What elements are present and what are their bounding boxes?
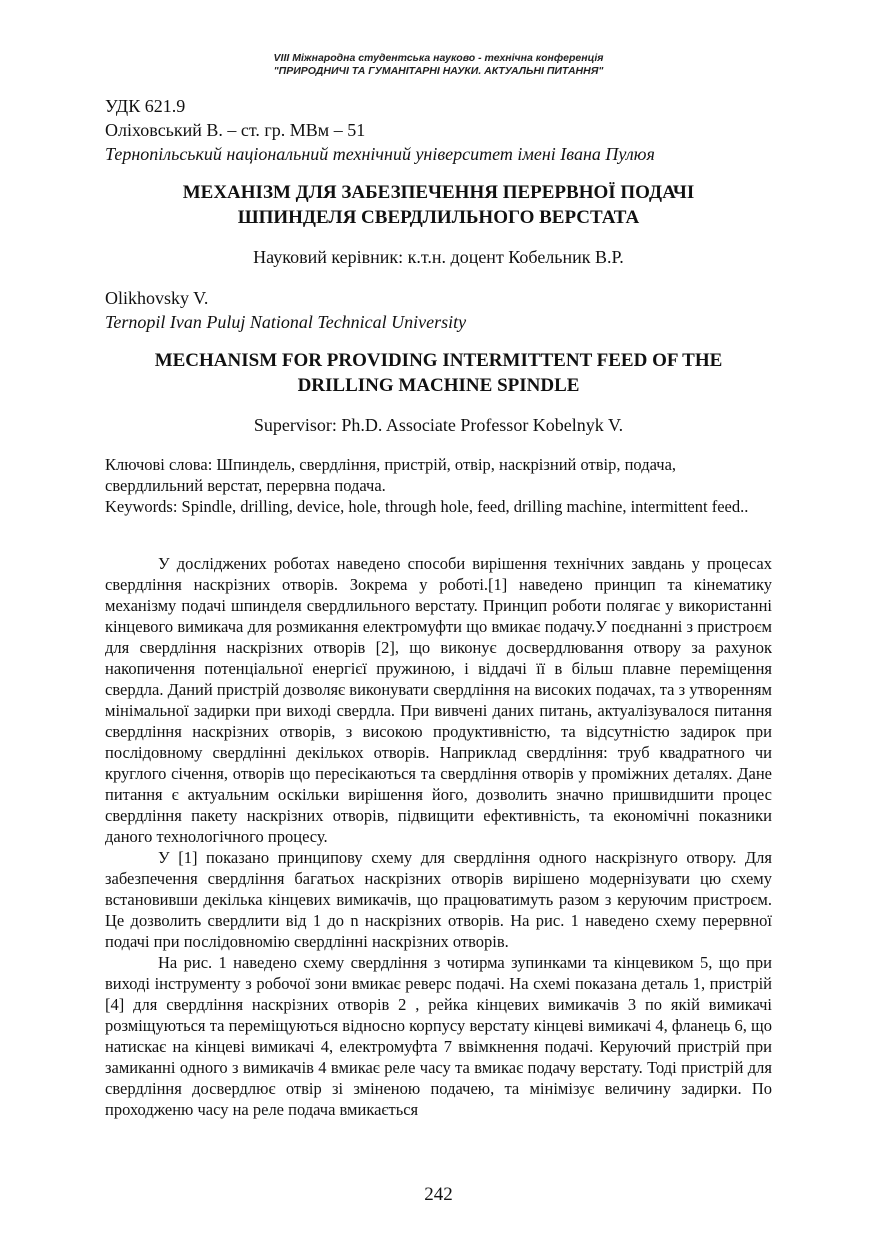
conference-header-line-1: VIII Міжнародна студентська науково - технічна конференція	[273, 52, 604, 64]
conference-header	[0, 52, 877, 78]
body-text	[105, 553, 772, 1120]
affiliation-en: Ternopil Ivan Puluj National Technical University	[105, 312, 467, 332]
udc-code: УДК 621.9	[105, 96, 186, 116]
title-ua-line-2: ШПИНДЕЛЯ СВЕРДЛИЛЬНОГО ВЕРСТАТА	[237, 207, 640, 228]
paragraph-1: У досліджених роботах наведено способи вирішення технічних завдань у процесах свердління наскрізних отворів. Зокрема у роботі.[1] наведено принцип та кінематику механізму подачі шпинделя свердлильного верстату. Принцип роботи полягає у використанні кінцевого вимикача для розмикання електромуфти що вмикає подачу.У поєднанні з пристроєм для свердління наскрізних отворів [2], що виконує досвердлювання отвору за рахунок накопичення потенціальної енергієї пружиною, і віддачі її в більш плавне переміщення свердла. Даний пристрій дозволяє виконувати свердління на високих подачах, та з утворенням мінімальної задирки при виході свердла. При вивчені даних питань, актуалізувалося питання свердління наскрізних отворів, з високою продуктивністю, та відсутністю задирок при послідовному свердлінні декількох отворів. Наприклад свердління: труб квадратного чи круглого січення, отворів що пересікаються та свердління отворів у проміжних деталях. Дане питання є актуальним оскільки вирішення його, дозволить значно пришвидшити процес свердління пакету наскрізних отворів, підвищити ефективність, та економічні показники даного технологічного процесу.	[105, 554, 772, 846]
keywords-ua: Ключові слова: Шпиндель, свердління, пристрій, отвір, наскрізний отвір, подача, свердлильний верстат, перервна подача.	[105, 455, 677, 495]
paragraph-3: На рис. 1 наведено схему свердління з чотирма зупинками та кінцевиком 5, що при виході інструменту з робочої зони вмикає реверс подачі. На схемі показана деталь 1, пристрій [4] для свердління наскрізних отворів 2 , рейка кінцевих вимикачів 3 по якій вимикачі розміщуються та переміщуються відносно корпусу верстату кінцеві вимикачі 4, фланець 6, що натискає на кінцеві вимикачі 4, електромуфта 7 ввімкнення подачі. Керуючий пристрій при замиканні одного з вимикачів 4 вмикає реле часу та вмикає подачу верстату. Тоді пристрій для свердління досвердлює отвір зі зміненою подачею, та мінімізує величину задирки. По проходженю часу на реле подача вмикається	[105, 953, 772, 1119]
author-ua: Оліховський В. – ст. гр. МВм – 51	[105, 120, 366, 140]
page-number: 242	[424, 1184, 453, 1205]
supervisor-en: Supervisor: Ph.D. Associate Professor Kobelnyk V.	[253, 415, 624, 435]
conference-header-line-2: "ПРИРОДНИЧІ ТА ГУМАНІТАРНІ НАУКИ. АКТУАЛЬНІ ПИТАННЯ"	[273, 65, 604, 77]
title-en	[0, 348, 877, 398]
keywords-en: Keywords: Spindle, drilling, device, hole, through hole, feed, drilling machine, intermittent feed..	[105, 497, 749, 516]
affiliation-ua: Тернопільський національний технічний університет імені Івана Пулюя	[105, 144, 655, 164]
supervisor-ua: Науковий керівник: к.т.н. доцент Кобельник В.Р.	[253, 247, 624, 267]
title-en-line-2: DRILLING MACHINE SPINDLE	[297, 375, 580, 396]
title-en-line-1: MECHANISM FOR PROVIDING INTERMITTENT FEED OF THE	[154, 350, 723, 371]
paragraph-2: У [1] показано принципову схему для свердління одного наскрізнуго отвору. Для забезпечення свердління багатьох наскрізних отворів вирішено модернізувати цю схему встановивши декілька кінцевих вимикачів, що працюватимуть разом з керуючим пристроєм. Це дозволить свердлити від 1 до n наскрізних отворів. На рис. 1 наведено схему перервної подачі при послідовномію свердлінні наскрізних отворів.	[105, 848, 772, 951]
title-ua	[0, 180, 877, 230]
title-ua-line-1: МЕХАНІЗМ ДЛЯ ЗАБЕЗПЕЧЕННЯ ПЕРЕРВНОЇ ПОДАЧІ	[182, 182, 695, 203]
author-en: Olikhovsky V.	[105, 288, 209, 308]
